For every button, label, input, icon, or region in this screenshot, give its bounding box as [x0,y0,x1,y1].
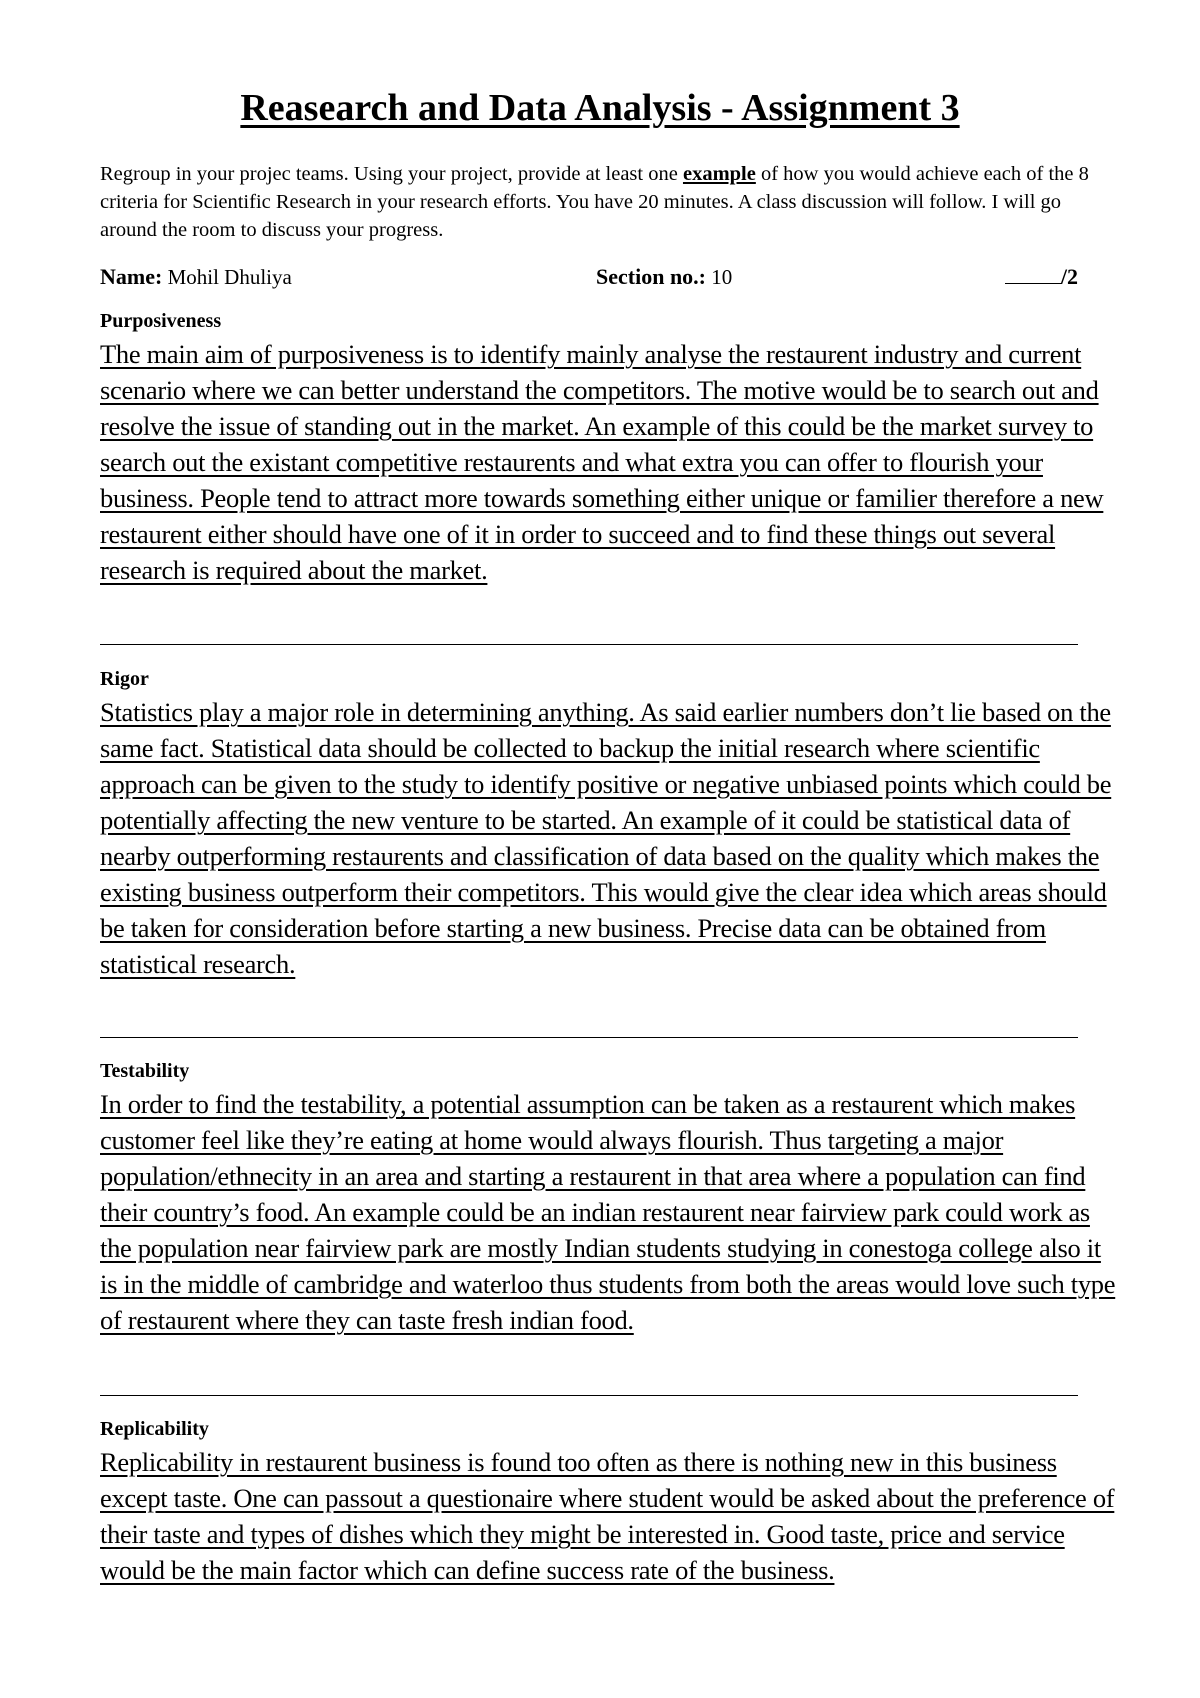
answer-rigor: Statistics play a major role in determining anything. As said earlier numbers don’t lie based on the same fact. Statistical data should be collected to backup the initial research where scientific approach can be given to the study to identify positive or negative unbiased points which could be potentially affecting the new venture to be started. An example of it could be statistical data of nearby outperforming restaurents and classification of data based on the quality which makes the existing business outperform their competitors. This would give the clear idea which areas should be taken for consideration before starting a new business. Precise data can be obtained from statistical research. [100,697,1112,979]
document-title: Reasearch and Data Analysis - Assignment 3 [240,87,960,129]
section-field [596,264,732,290]
grade-blank [1005,265,1061,284]
instructions-text-start: Regroup in your projec teams. Using your project, provide at least one [100,163,683,185]
grade-suffix: /2 [1060,264,1078,289]
name-label: Name: [100,264,163,289]
section-heading-replicability: Replicability [100,1418,209,1440]
answer-replicability: Replicability in restaurent business is found too often as there is nothing new in this business except taste. One can passout a questionaire where student would be asked about the preference of their taste and types of dishes which they might be interested in. Good taste, price and service would be the main factor which can define success rate of the business. [100,1447,1115,1585]
section-label: Section no.: [596,264,706,289]
instructions-emphasis: example [682,163,756,185]
name-field [100,264,292,290]
instructions-text-end: of how you would achieve each of the 8 criteria for Scientific Research in your research efforts. You have 20 minutes. A class discussion will follow. I will go around the room to discuss your progress. [100,163,1089,241]
section-value: 10 [711,265,733,289]
answer-rule-purposiveness [100,644,1078,645]
answer-rule-testability [100,1395,1078,1396]
section-heading-testability: Testability [100,1060,190,1082]
name-value: Mohil Dhuliya [167,265,292,289]
section-heading-rigor: Rigor [100,668,149,690]
answer-purposiveness: The main aim of purposiveness is to identify mainly analyse the restaurent industry and current scenario where we can better understand the competitors. The motive would be to search out and resolve the issue of standing out in the market. An example of this could be the market survey to search out the existant competitive restaurents and what extra you can offer to flourish your business. People tend to attract more towards something either unique or familier therefore a new restaurent either should have one of it in order to succeed and to find these things out several research is required about the market. [100,339,1104,585]
answer-testability: In order to find the testability, a potential assumption can be taken as a restaurent which makes customer feel like they’re eating at home would always flourish. Thus targeting a major population/ethnecity in an area and starting a restaurent in that area where a population can find their country’s food. An example could be an indian restaurent near fairview park could work as the population near fairview park are mostly Indian students studying in conestoga college also it is in the middle of cambridge and waterloo thus students from both the areas would love such type of restaurent where they can taste fresh indian food. [100,1089,1116,1335]
grade-field [1005,264,1078,290]
student-info-row [100,264,1080,294]
instructions-paragraph [100,160,1100,244]
answer-rule-rigor [100,1037,1078,1038]
section-heading-purposiveness: Purposiveness [100,310,222,332]
